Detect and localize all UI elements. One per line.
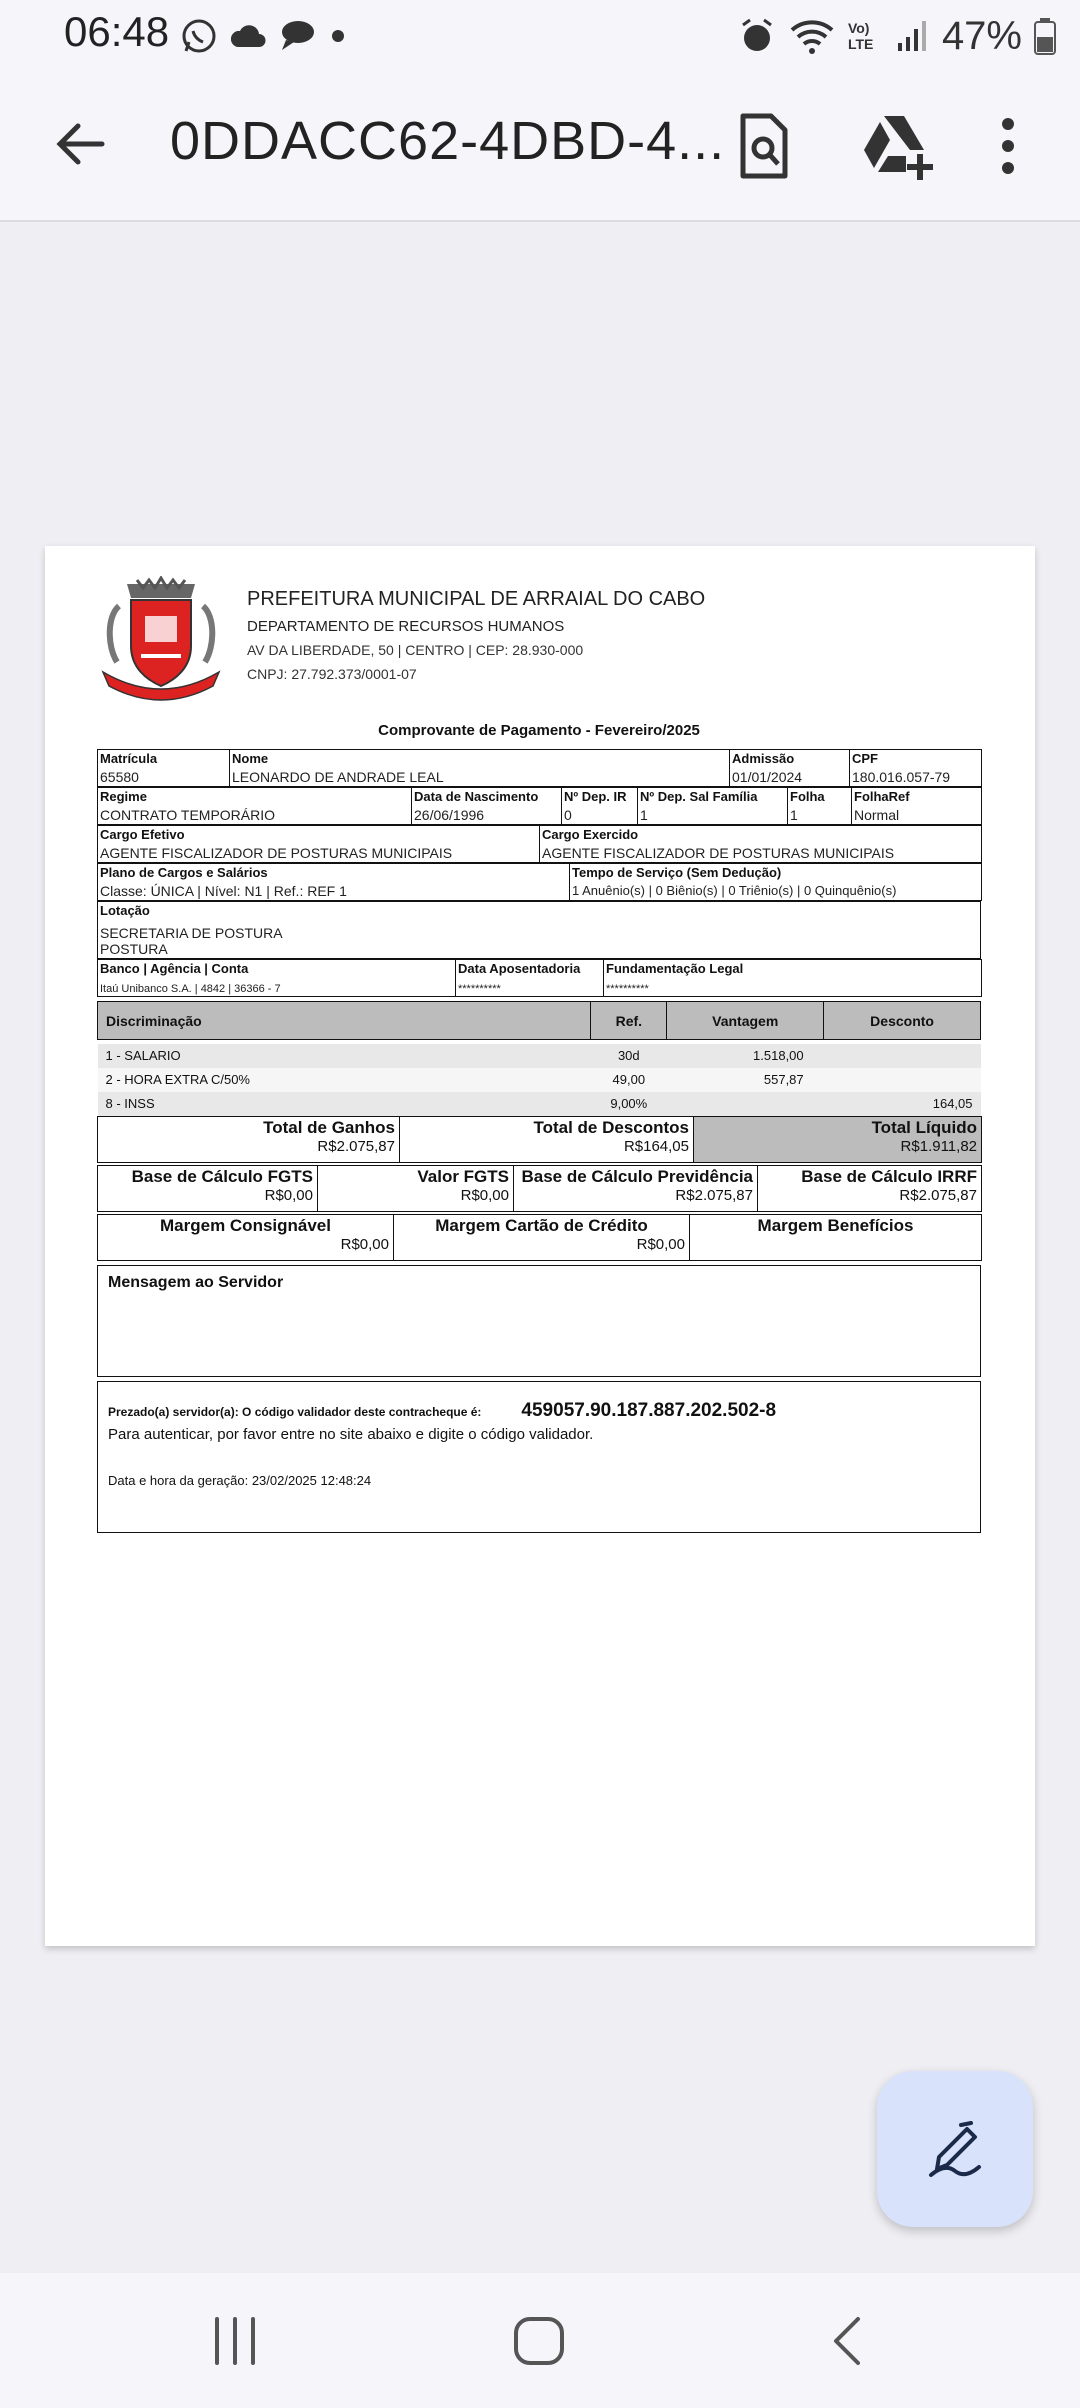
base-fgts-label: Base de Cálculo FGTS [131, 1166, 313, 1186]
file-title: 0DDACC62-4DBD-4... [170, 111, 726, 171]
payslip-title: Comprovante de Pagamento - Fevereiro/2025 [378, 722, 700, 739]
row-desconto [824, 1068, 981, 1092]
header-vantagem: Vantagem [667, 1002, 824, 1040]
folharef-value: Normal [854, 807, 900, 823]
row-vantagem [667, 1092, 824, 1116]
back-arrow-icon[interactable] [50, 114, 110, 174]
row-ref: 9,00% [591, 1092, 667, 1116]
cloud-icon [228, 21, 268, 51]
fundamentacao-value: ********** [606, 983, 649, 995]
folharef-label: FolhaRef [854, 789, 910, 804]
tempo-value: 1 Anuênio(s) | 0 Biênio(s) | 0 Triênio(s) | 0 Quinquênio(s) [572, 883, 897, 898]
earnings-header-row [98, 1002, 981, 1040]
valor-fgts-label: Valor FGTS [417, 1166, 509, 1186]
base-irrf-value: R$2.075,87 [899, 1186, 977, 1204]
lotacao-value-2: POSTURA [100, 941, 168, 957]
row-ref: 49,00 [591, 1068, 667, 1092]
valor-fgts-value: R$0,00 [460, 1186, 509, 1204]
lotacao-label: Lotação [100, 903, 150, 918]
navigation-bar [0, 2273, 1080, 2408]
home-icon[interactable] [508, 2313, 572, 2369]
document-search-icon[interactable] [725, 108, 801, 184]
header-discriminacao: Discriminação [98, 1002, 591, 1040]
plano-value: Classe: ÚNICA | Nível: N1 | Ref.: REF 1 [100, 883, 347, 899]
coat-of-arms-logo [97, 576, 225, 704]
status-time: 06:48 [64, 8, 170, 55]
recent-apps-icon[interactable] [205, 2313, 265, 2369]
row-desc: 8 - INSS [98, 1092, 591, 1116]
cargo-exercido-value: AGENTE FISCALIZADOR DE POSTURAS MUNICIPAIS [542, 845, 895, 861]
earnings-table [97, 1001, 981, 1116]
row-desconto: 164,05 [824, 1092, 981, 1116]
app-bar [0, 70, 1080, 222]
base-previdencia-value: R$2.075,87 [675, 1186, 753, 1204]
message-box [97, 1265, 981, 1377]
info-row-4 [97, 863, 982, 901]
dep-ir-label: Nº Dep. IR [564, 789, 627, 804]
regime-value: CONTRATO TEMPORÁRIO [100, 807, 276, 823]
validator-code: 459057.90.187.887.202.502-8 [521, 1399, 777, 1421]
folha-label: Folha [790, 789, 825, 804]
base-previdencia-label: Base de Cálculo Previdência [521, 1166, 753, 1186]
validator-instructions: Para autenticar, por favor entre no site abaixo e digite o código validador. [108, 1425, 594, 1443]
plano-label: Plano de Cargos e Salários [100, 865, 268, 880]
total-ganhos-value: R$2.075,87 [317, 1137, 395, 1155]
info-row-2 [97, 787, 982, 825]
org-name: PREFEITURA MUNICIPAL DE ARRAIAL DO CABO [247, 588, 706, 610]
row-desconto [824, 1044, 981, 1068]
cargo-efetivo-value: AGENTE FISCALIZADOR DE POSTURAS MUNICIPAIS [100, 845, 453, 861]
header-desconto: Desconto [824, 1002, 981, 1040]
row-vantagem: 557,87 [667, 1068, 824, 1092]
department: DEPARTAMENTO DE RECURSOS HUMANOS [247, 618, 565, 635]
lotacao-value-1: SECRETARIA DE POSTURA [100, 925, 283, 941]
nascimento-value: 26/06/1996 [414, 807, 485, 823]
status-system-icons [738, 8, 1056, 64]
total-descontos-value: R$164,05 [623, 1137, 689, 1155]
payslip [97, 576, 981, 1533]
signal-icon [896, 19, 930, 53]
admissao-label: Admissão [732, 751, 795, 766]
margens-row [97, 1214, 982, 1261]
folha-value: 1 [790, 807, 798, 823]
header-ref: Ref. [591, 1002, 667, 1040]
regime-label: Regime [100, 789, 147, 804]
fundamentacao-label: Fundamentação Legal [606, 961, 744, 976]
banco-label: Banco | Agência | Conta [100, 961, 249, 976]
base-irrf-label: Base de Cálculo IRRF [801, 1166, 977, 1186]
total-descontos-label: Total de Descontos [533, 1117, 689, 1137]
edit-fab-button[interactable] [877, 2071, 1033, 2227]
info-row-5 [97, 901, 981, 959]
nome-label: Nome [232, 751, 269, 766]
row-ref: 30d [591, 1044, 667, 1068]
battery-percent: 47% [941, 13, 1022, 58]
margem-consignavel-value: R$0,00 [340, 1235, 389, 1253]
aposentadoria-value: ********** [458, 983, 501, 995]
pdf-page[interactable] [45, 546, 1035, 1946]
battery-icon [1034, 17, 1056, 55]
address: AV DA LIBERDADE, 50 | CENTRO | CEP: 28.930-000 [247, 642, 584, 658]
edit-pen-icon [925, 2119, 985, 2179]
message-label: Mensagem ao Servidor [108, 1273, 284, 1291]
total-liquido-label: Total Líquido [871, 1117, 977, 1137]
nascimento-label: Data de Nascimento [414, 789, 539, 804]
table-row [98, 1044, 981, 1068]
margem-cartao-value: R$0,00 [636, 1235, 685, 1253]
cnpj: CNPJ: 27.792.373/0001-07 [247, 666, 417, 682]
base-fgts-value: R$0,00 [264, 1186, 313, 1204]
tempo-label: Tempo de Serviço (Sem Dedução) [572, 865, 782, 880]
chat-bubble-icon [278, 18, 316, 54]
total-ganhos-label: Total de Ganhos [263, 1117, 395, 1137]
cargo-efetivo-label: Cargo Efetivo [100, 827, 185, 842]
total-liquido-value: R$1.911,82 [900, 1137, 977, 1155]
margem-beneficios-label: Margem Benefícios [757, 1215, 914, 1235]
nome-value: LEONARDO DE ANDRADE LEAL [232, 769, 444, 785]
more-vert-icon[interactable] [980, 108, 1036, 184]
whatsapp-icon [180, 17, 218, 55]
matricula-label: Matrícula [100, 751, 158, 766]
cpf-value: 180.016.057-79 [852, 769, 951, 785]
status-bar [0, 0, 1080, 70]
dep-sal-label: Nº Dep. Sal Família [640, 789, 758, 804]
dot-icon [326, 24, 350, 48]
table-row [98, 1068, 981, 1092]
info-row-1 [97, 749, 982, 787]
wifi-icon [788, 16, 836, 56]
row-vantagem: 1.518,00 [667, 1044, 824, 1068]
bases-row [97, 1165, 982, 1212]
margem-cartao-label: Margem Cartão de Crédito [435, 1215, 648, 1235]
back-icon[interactable] [818, 2313, 878, 2369]
info-row-3 [97, 825, 982, 863]
validator-box [97, 1381, 981, 1533]
validator-prompt: Prezado(a) servidor(a): O código validador deste contracheque é: [108, 1404, 482, 1419]
matricula-value: 65580 [100, 769, 139, 785]
cargo-exercido-label: Cargo Exercido [542, 827, 639, 842]
admissao-value: 01/01/2024 [732, 769, 803, 785]
cpf-label: CPF [852, 751, 878, 766]
banco-value: Itaú Unibanco S.A. | 4842 | 36366 - 7 [100, 983, 281, 995]
alarm-icon [738, 17, 776, 55]
row-desc: 1 - SALARIO [98, 1044, 591, 1068]
table-row [98, 1092, 981, 1116]
row-desc: 2 - HORA EXTRA C/50% [98, 1068, 591, 1092]
dep-ir-value: 0 [564, 807, 572, 823]
aposentadoria-label: Data Aposentadoria [458, 961, 581, 976]
info-row-6 [97, 959, 982, 997]
status-notification-icons [180, 14, 350, 58]
margem-consignavel-label: Margem Consignável [160, 1215, 331, 1235]
generation-datetime: Data e hora da geração: 23/02/2025 12:48:24 [108, 1472, 372, 1488]
totals-row [97, 1116, 982, 1163]
drive-add-icon[interactable] [860, 108, 936, 184]
network-type: Vo) LTE [847, 20, 874, 52]
payslip-header [97, 576, 981, 716]
dep-sal-value: 1 [640, 807, 648, 823]
